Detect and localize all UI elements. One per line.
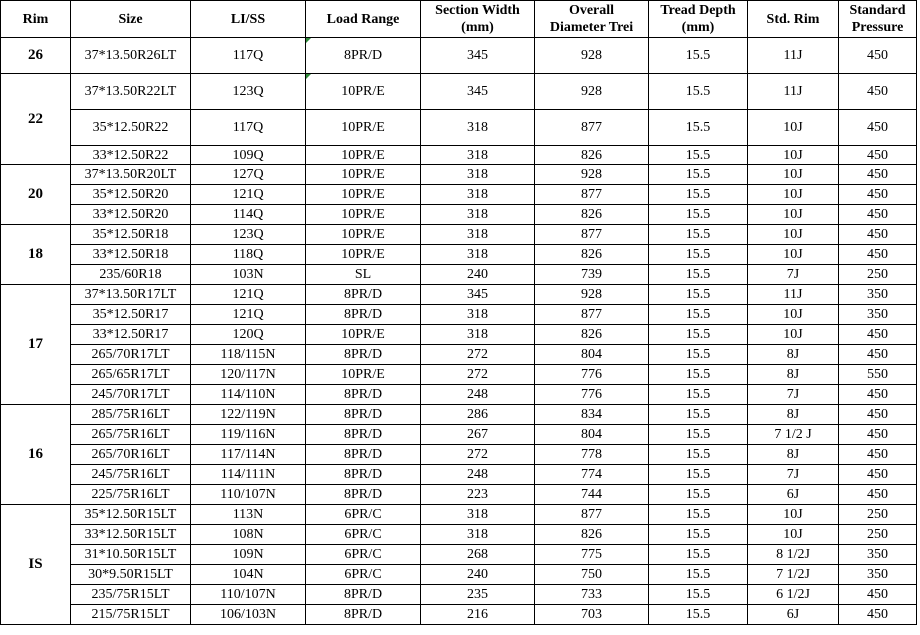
cell-size: 33*12.50R15LT — [71, 525, 191, 545]
cell-tread-depth: 15.5 — [649, 545, 748, 565]
cell-pressure: 250 — [839, 505, 917, 525]
cell-load-range — [306, 485, 421, 505]
cell-load-range — [306, 525, 421, 545]
cell-pressure: 450 — [839, 74, 917, 110]
cell-load-range — [306, 605, 421, 625]
cell-section-width: 318 — [421, 305, 535, 325]
cell-pressure: 450 — [839, 485, 917, 505]
table-row — [1, 345, 917, 365]
cell-overall-diameter: 826 — [535, 325, 649, 345]
table-row — [1, 525, 917, 545]
cell-li-ss: 123Q — [191, 225, 306, 245]
cell-std-rim: 10J — [748, 165, 839, 185]
cell-load-range-text: 8PR/D — [343, 467, 383, 482]
cell-section-width: 268 — [421, 545, 535, 565]
cell-pressure: 450 — [839, 465, 917, 485]
cell-tread-depth: 15.5 — [649, 565, 748, 585]
cell-pressure: 450 — [839, 345, 917, 365]
cell-load-range-text: 6PR/C — [344, 567, 382, 582]
cell-size: 31*10.50R15LT — [71, 545, 191, 565]
cell-size: 35*12.50R15LT — [71, 505, 191, 525]
cell-tread-depth: 15.5 — [649, 505, 748, 525]
header-std-rim: Std. Rim — [748, 1, 839, 38]
cell-load-range-text: 8PR/D — [343, 587, 383, 602]
cell-section-width: 248 — [421, 385, 535, 405]
cell-load-range — [306, 74, 421, 110]
cell-li-ss: 104N — [191, 565, 306, 585]
cell-load-range — [306, 285, 421, 305]
cell-std-rim: 10J — [748, 205, 839, 225]
table-row — [1, 565, 917, 585]
cell-load-range — [306, 265, 421, 285]
cell-li-ss: 120/117N — [191, 365, 306, 385]
cell-tread-depth: 15.5 — [649, 185, 748, 205]
table-row — [1, 110, 917, 146]
cell-section-width: 318 — [421, 505, 535, 525]
cell-size: 245/75R16LT — [71, 465, 191, 485]
cell-std-rim: 10J — [748, 525, 839, 545]
cell-overall-diameter: 826 — [535, 525, 649, 545]
cell-tread-depth: 15.5 — [649, 325, 748, 345]
header-row — [1, 1, 917, 38]
cell-li-ss: 114/110N — [191, 385, 306, 405]
cell-overall-diameter: 774 — [535, 465, 649, 485]
cell-section-width: 345 — [421, 285, 535, 305]
cell-tread-depth: 15.5 — [649, 525, 748, 545]
header-overall-diameter — [535, 1, 649, 38]
cell-section-width: 318 — [421, 525, 535, 545]
cell-std-rim: 8J — [748, 365, 839, 385]
cell-pressure: 450 — [839, 245, 917, 265]
cell-std-rim: 10J — [748, 185, 839, 205]
cell-load-range — [306, 445, 421, 465]
cell-load-range-text: 8PR/D — [343, 487, 383, 502]
table-row — [1, 585, 917, 605]
cell-pressure: 450 — [839, 38, 917, 74]
cell-overall-diameter: 703 — [535, 605, 649, 625]
cell-section-width: 223 — [421, 485, 535, 505]
cell-section-width: 345 — [421, 74, 535, 110]
cell-tread-depth: 15.5 — [649, 205, 748, 225]
table-row — [1, 225, 917, 245]
cell-std-rim: 7J — [748, 385, 839, 405]
cell-tread-depth: 15.5 — [649, 345, 748, 365]
cell-load-range-text: 8PR/D — [343, 287, 383, 302]
header-tread-depth-line2: (mm) — [681, 20, 715, 35]
cell-load-range — [306, 205, 421, 225]
cell-li-ss: 109Q — [191, 146, 306, 165]
table-row — [1, 245, 917, 265]
cell-tread-depth: 15.5 — [649, 445, 748, 465]
cell-tread-depth: 15.5 — [649, 225, 748, 245]
table-row — [1, 445, 917, 465]
cell-overall-diameter: 826 — [535, 245, 649, 265]
cell-pressure: 450 — [839, 110, 917, 146]
cell-size: 33*12.50R20 — [71, 205, 191, 225]
cell-load-range-text: 10PR/E — [341, 187, 385, 202]
cell-pressure: 550 — [839, 365, 917, 385]
cell-std-rim: 11J — [748, 38, 839, 74]
cell-li-ss: 118Q — [191, 245, 306, 265]
cell-overall-diameter: 877 — [535, 110, 649, 146]
cell-overall-diameter: 928 — [535, 165, 649, 185]
cell-pressure: 450 — [839, 385, 917, 405]
cell-pressure: 450 — [839, 205, 917, 225]
cell-std-rim: 11J — [748, 285, 839, 305]
cell-section-width: 272 — [421, 365, 535, 385]
cell-li-ss: 114Q — [191, 205, 306, 225]
cell-size: 215/75R15LT — [71, 605, 191, 625]
cell-load-range-text: 8PR/D — [343, 607, 383, 622]
cell-pressure: 450 — [839, 225, 917, 245]
cell-pressure: 350 — [839, 565, 917, 585]
cell-section-width: 235 — [421, 585, 535, 605]
cell-overall-diameter: 739 — [535, 265, 649, 285]
cell-load-range-text: 6PR/C — [344, 547, 382, 562]
cell-std-rim: 7 1/2J — [748, 565, 839, 585]
cell-pressure: 450 — [839, 425, 917, 445]
cell-tread-depth: 15.5 — [649, 465, 748, 485]
cell-li-ss: 108N — [191, 525, 306, 545]
table-row — [1, 485, 917, 505]
header-standard-pressure-line1: Standard — [849, 3, 906, 18]
cell-tread-depth: 15.5 — [649, 245, 748, 265]
header-tread-depth-line1: Tread Depth — [660, 3, 736, 18]
cell-std-rim: 8J — [748, 345, 839, 365]
cell-pressure: 450 — [839, 405, 917, 425]
cell-load-range-text: 10PR/E — [341, 327, 385, 342]
cell-std-rim: 10J — [748, 505, 839, 525]
cell-size: 37*13.50R22LT — [71, 74, 191, 110]
cell-load-range — [306, 585, 421, 605]
rim-group-cell: 20 — [1, 165, 71, 225]
table-header — [1, 1, 917, 38]
cell-pressure: 250 — [839, 265, 917, 285]
cell-section-width: 272 — [421, 345, 535, 365]
cell-load-range-text: 6PR/C — [344, 507, 382, 522]
table-row — [1, 425, 917, 445]
cell-li-ss: 127Q — [191, 165, 306, 185]
cell-tread-depth: 15.5 — [649, 38, 748, 74]
cell-load-range — [306, 565, 421, 585]
cell-load-range — [306, 405, 421, 425]
cell-pressure: 350 — [839, 285, 917, 305]
cell-section-width: 318 — [421, 146, 535, 165]
cell-std-rim: 7 1/2 J — [748, 425, 839, 445]
cell-overall-diameter: 877 — [535, 185, 649, 205]
cell-overall-diameter: 733 — [535, 585, 649, 605]
cell-li-ss: 121Q — [191, 285, 306, 305]
cell-li-ss: 110/107N — [191, 485, 306, 505]
cell-section-width: 318 — [421, 185, 535, 205]
cell-tread-depth: 15.5 — [649, 165, 748, 185]
cell-load-range-text: 8PR/D — [343, 447, 383, 462]
cell-load-range-text: 8PR/D — [343, 48, 383, 63]
cell-section-width: 216 — [421, 605, 535, 625]
cell-tread-depth: 15.5 — [649, 485, 748, 505]
table-row — [1, 146, 917, 165]
cell-li-ss: 113N — [191, 505, 306, 525]
cell-std-rim: 6J — [748, 605, 839, 625]
header-overall-diameter-line2: Diameter Trei — [549, 20, 634, 35]
cell-load-range-text: 8PR/D — [343, 307, 383, 322]
header-tread-depth — [649, 1, 748, 38]
cell-li-ss: 120Q — [191, 325, 306, 345]
cell-size: 35*12.50R22 — [71, 110, 191, 146]
cell-load-range-text: 8PR/D — [343, 427, 383, 442]
cell-load-range — [306, 146, 421, 165]
cell-load-range-text: 10PR/E — [341, 247, 385, 262]
cell-size: 265/65R17LT — [71, 365, 191, 385]
rim-group-cell: 18 — [1, 225, 71, 285]
table-row — [1, 505, 917, 525]
cell-size: 225/75R16LT — [71, 485, 191, 505]
cell-load-range-text: 10PR/E — [341, 227, 385, 242]
header-overall-diameter-line1: Overall — [568, 3, 615, 18]
cell-overall-diameter: 826 — [535, 205, 649, 225]
cell-load-range-text: 10PR/E — [341, 84, 385, 99]
cell-li-ss: 123Q — [191, 74, 306, 110]
cell-std-rim: 8J — [748, 445, 839, 465]
cell-std-rim: 7J — [748, 265, 839, 285]
cell-load-range-text: 10PR/E — [341, 167, 385, 182]
cell-load-range — [306, 365, 421, 385]
cell-size: 265/70R17LT — [71, 345, 191, 365]
cell-load-range — [306, 545, 421, 565]
cell-load-range-text: 10PR/E — [341, 367, 385, 382]
cell-size: 35*12.50R18 — [71, 225, 191, 245]
cell-size: 265/70R16LT — [71, 445, 191, 465]
cell-load-range-text: 8PR/D — [343, 347, 383, 362]
cell-li-ss: 121Q — [191, 185, 306, 205]
cell-overall-diameter: 928 — [535, 74, 649, 110]
cell-overall-diameter: 928 — [535, 38, 649, 74]
cell-std-rim: 8J — [748, 405, 839, 425]
header-standard-pressure — [839, 1, 917, 38]
cell-li-ss: 117Q — [191, 38, 306, 74]
cell-std-rim: 6J — [748, 485, 839, 505]
cell-section-width: 318 — [421, 245, 535, 265]
cell-std-rim: 10J — [748, 325, 839, 345]
cell-load-range — [306, 385, 421, 405]
table-row — [1, 605, 917, 625]
table-body — [1, 38, 917, 625]
rim-group-cell: 26 — [1, 38, 71, 74]
cell-overall-diameter: 804 — [535, 345, 649, 365]
cell-size: 33*12.50R22 — [71, 146, 191, 165]
cell-tread-depth: 15.5 — [649, 110, 748, 146]
cell-tread-depth: 15.5 — [649, 425, 748, 445]
cell-std-rim: 10J — [748, 305, 839, 325]
cell-size: 265/75R16LT — [71, 425, 191, 445]
cell-pressure: 250 — [839, 525, 917, 545]
cell-section-width: 345 — [421, 38, 535, 74]
cell-size: 37*13.50R26LT — [71, 38, 191, 74]
cell-tread-depth: 15.5 — [649, 265, 748, 285]
cell-section-width: 318 — [421, 325, 535, 345]
cell-size: 235/75R15LT — [71, 585, 191, 605]
table-row — [1, 205, 917, 225]
cell-std-rim: 6 1/2J — [748, 585, 839, 605]
cell-load-range — [306, 245, 421, 265]
cell-load-range-text: 8PR/D — [343, 387, 383, 402]
cell-load-range — [306, 305, 421, 325]
cell-li-ss: 122/119N — [191, 405, 306, 425]
cell-overall-diameter: 928 — [535, 285, 649, 305]
cell-section-width: 272 — [421, 445, 535, 465]
table-row — [1, 305, 917, 325]
cell-std-rim: 10J — [748, 110, 839, 146]
cell-li-ss: 103N — [191, 265, 306, 285]
cell-li-ss: 119/116N — [191, 425, 306, 445]
cell-tread-depth: 15.5 — [649, 405, 748, 425]
cell-load-range — [306, 225, 421, 245]
cell-load-range — [306, 325, 421, 345]
table-row — [1, 385, 917, 405]
cell-tread-depth: 15.5 — [649, 365, 748, 385]
cell-comment-marker-icon — [306, 74, 311, 79]
cell-load-range-text: 10PR/E — [341, 207, 385, 222]
cell-pressure: 350 — [839, 305, 917, 325]
cell-comment-marker-icon — [306, 38, 311, 43]
cell-li-ss: 117/114N — [191, 445, 306, 465]
cell-pressure: 350 — [839, 545, 917, 565]
header-size: Size — [71, 1, 191, 38]
cell-std-rim: 10J — [748, 225, 839, 245]
cell-load-range-text: 10PR/E — [341, 120, 385, 135]
cell-std-rim: 11J — [748, 74, 839, 110]
cell-load-range-text: SL — [354, 267, 372, 282]
cell-section-width: 240 — [421, 565, 535, 585]
cell-tread-depth: 15.5 — [649, 146, 748, 165]
cell-size: 30*9.50R15LT — [71, 565, 191, 585]
cell-size: 33*12.50R18 — [71, 245, 191, 265]
cell-section-width: 286 — [421, 405, 535, 425]
header-section-width — [421, 1, 535, 38]
cell-section-width: 318 — [421, 225, 535, 245]
cell-load-range-text: 6PR/C — [344, 527, 382, 542]
rim-group-cell: 22 — [1, 74, 71, 165]
cell-tread-depth: 15.5 — [649, 385, 748, 405]
cell-tread-depth: 15.5 — [649, 285, 748, 305]
cell-overall-diameter: 744 — [535, 485, 649, 505]
table-row — [1, 405, 917, 425]
table-row — [1, 74, 917, 110]
cell-pressure: 450 — [839, 445, 917, 465]
cell-load-range-text: 10PR/E — [341, 147, 385, 163]
cell-size: 33*12.50R17 — [71, 325, 191, 345]
table-row — [1, 545, 917, 565]
cell-load-range-text: 8PR/D — [343, 407, 383, 422]
cell-li-ss: 109N — [191, 545, 306, 565]
table-row — [1, 325, 917, 345]
cell-li-ss: 121Q — [191, 305, 306, 325]
cell-pressure: 450 — [839, 165, 917, 185]
table-row — [1, 285, 917, 305]
cell-size: 35*12.50R17 — [71, 305, 191, 325]
cell-load-range — [306, 505, 421, 525]
cell-li-ss: 118/115N — [191, 345, 306, 365]
cell-load-range — [306, 345, 421, 365]
table-row — [1, 365, 917, 385]
cell-std-rim: 8 1/2J — [748, 545, 839, 565]
cell-overall-diameter: 776 — [535, 365, 649, 385]
rim-group-cell: 17 — [1, 285, 71, 405]
table-row — [1, 38, 917, 74]
cell-size: 245/70R17LT — [71, 385, 191, 405]
cell-load-range — [306, 185, 421, 205]
table-row — [1, 165, 917, 185]
cell-li-ss: 114/111N — [191, 465, 306, 485]
table-row — [1, 465, 917, 485]
cell-overall-diameter: 877 — [535, 505, 649, 525]
cell-overall-diameter: 877 — [535, 305, 649, 325]
rim-group-cell: IS — [1, 505, 71, 625]
cell-pressure: 450 — [839, 605, 917, 625]
cell-overall-diameter: 826 — [535, 146, 649, 165]
rim-group-cell: 16 — [1, 405, 71, 505]
cell-overall-diameter: 877 — [535, 225, 649, 245]
cell-section-width: 318 — [421, 110, 535, 146]
cell-section-width: 318 — [421, 165, 535, 185]
cell-pressure: 450 — [839, 585, 917, 605]
cell-load-range — [306, 425, 421, 445]
cell-size: 235/60R18 — [71, 265, 191, 285]
cell-tread-depth: 15.5 — [649, 585, 748, 605]
cell-overall-diameter: 775 — [535, 545, 649, 565]
cell-overall-diameter: 776 — [535, 385, 649, 405]
cell-pressure: 450 — [839, 146, 917, 165]
cell-load-range — [306, 165, 421, 185]
cell-std-rim: 10J — [748, 146, 839, 165]
cell-overall-diameter: 804 — [535, 425, 649, 445]
cell-li-ss: 117Q — [191, 110, 306, 146]
header-rim: Rim — [1, 1, 71, 38]
header-li-ss: LI/SS — [191, 1, 306, 38]
cell-load-range — [306, 38, 421, 74]
cell-tread-depth: 15.5 — [649, 605, 748, 625]
cell-pressure: 450 — [839, 325, 917, 345]
cell-std-rim: 7J — [748, 465, 839, 485]
cell-overall-diameter: 750 — [535, 565, 649, 585]
cell-section-width: 248 — [421, 465, 535, 485]
header-standard-pressure-line2: Pressure — [851, 20, 904, 35]
cell-section-width: 267 — [421, 425, 535, 445]
cell-load-range — [306, 465, 421, 485]
cell-li-ss: 110/107N — [191, 585, 306, 605]
cell-overall-diameter: 778 — [535, 445, 649, 465]
cell-size: 285/75R16LT — [71, 405, 191, 425]
header-load-range: Load Range — [306, 1, 421, 38]
cell-tread-depth: 15.5 — [649, 305, 748, 325]
header-section-width-line2: (mm) — [461, 20, 494, 35]
header-section-width-line1: Section Width — [435, 3, 520, 18]
cell-load-range — [306, 110, 421, 146]
cell-section-width: 318 — [421, 205, 535, 225]
table-row — [1, 265, 917, 285]
table-row — [1, 185, 917, 205]
cell-overall-diameter: 834 — [535, 405, 649, 425]
cell-section-width: 240 — [421, 265, 535, 285]
cell-size: 35*12.50R20 — [71, 185, 191, 205]
cell-li-ss: 106/103N — [191, 605, 306, 625]
cell-tread-depth: 15.5 — [649, 74, 748, 110]
cell-std-rim: 10J — [748, 245, 839, 265]
cell-pressure: 450 — [839, 185, 917, 205]
cell-size: 37*13.50R20LT — [71, 165, 191, 185]
cell-size: 37*13.50R17LT — [71, 285, 191, 305]
